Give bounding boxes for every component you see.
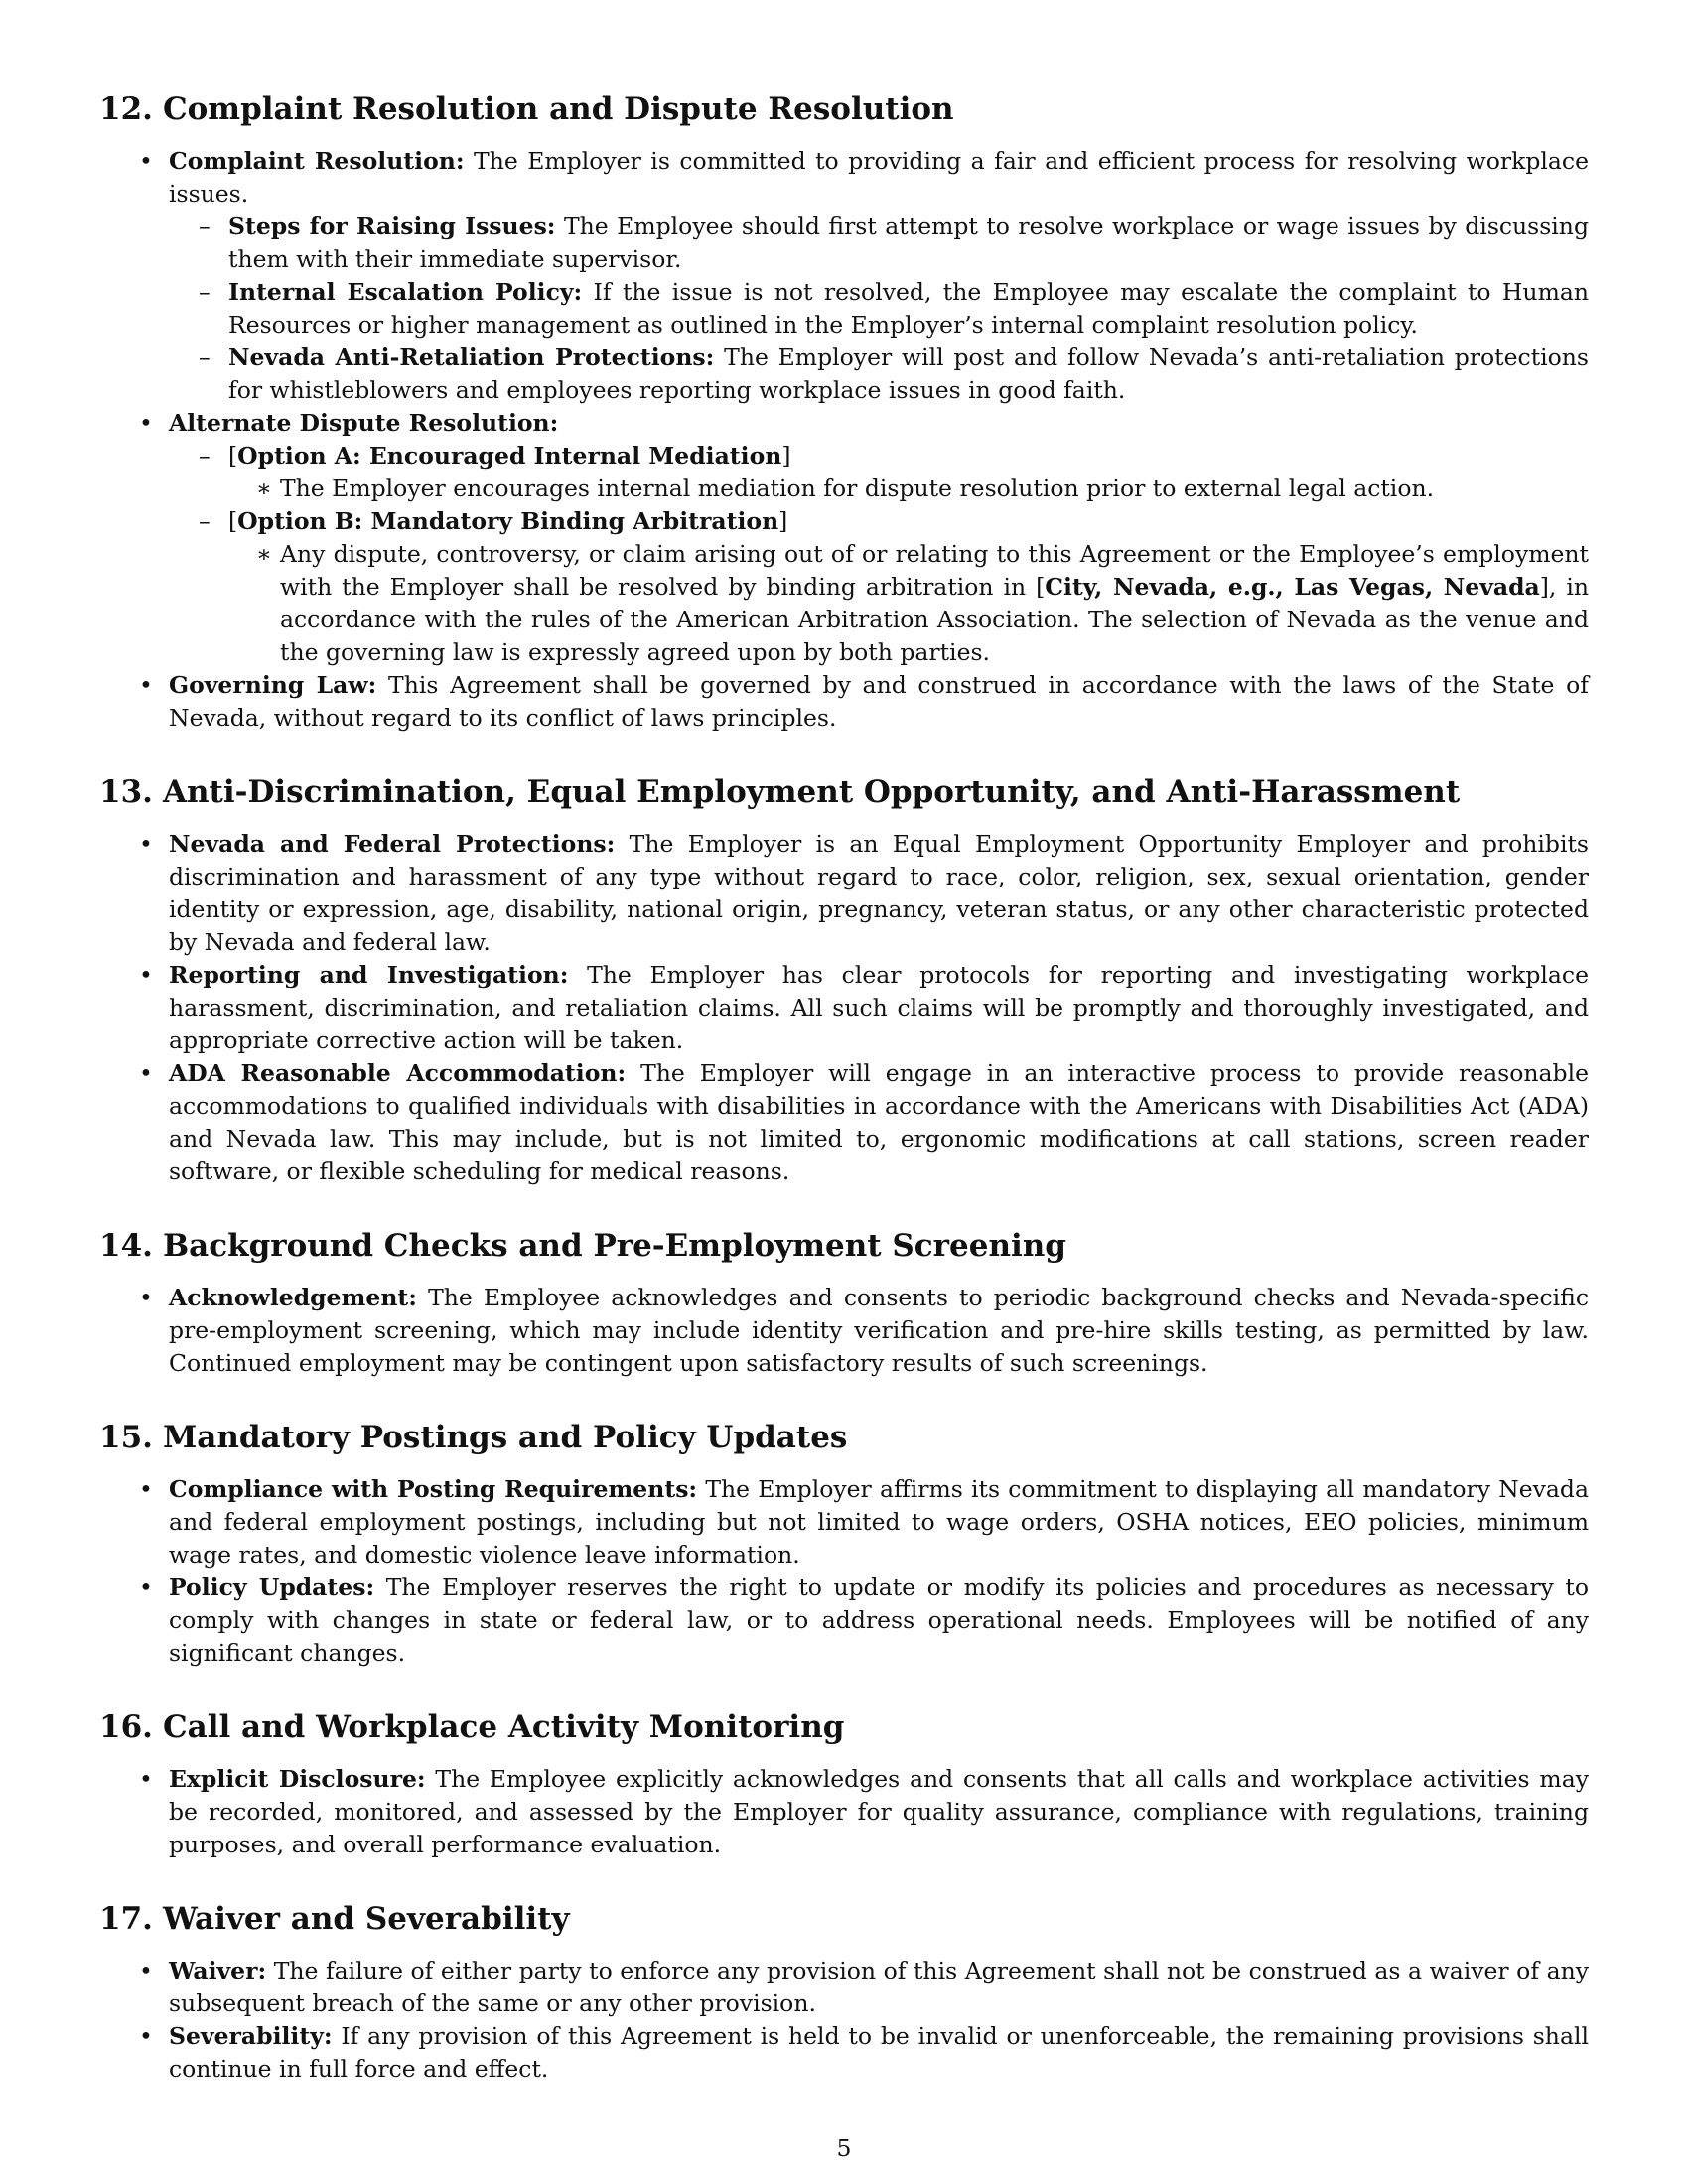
item-text: The Employer affirms its commitment to displaying all mandatory Nevada and federal employment postings, including but not limited to wage orders, OSHA notices, EEO policies, minimum wage rates, and domestic violence leave information. bbox=[169, 1475, 1589, 1569]
item-text: in accordance with the rules of the American Arbitration Association. The selection of Nevada as the venue and the governing law is expressly agreed upon by both parties. bbox=[280, 573, 1589, 666]
item-text: The Employee explicitly acknowledges and consents that all calls and workplace activities may be recorded, monitored, and assessed by the Employer for quality assurance, compliance with regulations, training purposes, and overall performance evaluation. bbox=[169, 1765, 1589, 1858]
section-15 bbox=[99, 1418, 1589, 1670]
item-label: Nevada Anti-Retaliation Protections: bbox=[228, 343, 715, 371]
item-text: The Employee should first attempt to resolve workplace or wage issues by discussing them with their immediate supervisor. bbox=[228, 212, 1589, 273]
section-heading bbox=[99, 1899, 1589, 1939]
bullet-list bbox=[99, 1282, 1589, 1380]
sub-list bbox=[169, 210, 1589, 407]
item-text: If the issue is not resolved, the Employee may escalate the complaint to Human Resources or higher management as outlined in the Employer’s internal complaint resolution policy. bbox=[228, 278, 1589, 339]
item-label: Waiver: bbox=[169, 1957, 267, 1984]
list-item bbox=[99, 1763, 1589, 1861]
section-number: 15. bbox=[99, 1420, 153, 1455]
section-heading bbox=[99, 1418, 1589, 1457]
sub-sub-list-item bbox=[228, 538, 1589, 669]
list-item bbox=[99, 2020, 1589, 2086]
option-label: Option A: Encouraged Internal Mediation bbox=[237, 442, 782, 470]
section-title: Background Checks and Pre-Employment Screening bbox=[162, 1228, 1066, 1264]
section-12 bbox=[99, 89, 1589, 735]
bullet-list bbox=[99, 828, 1589, 1188]
item-label: Internal Escalation Policy: bbox=[228, 278, 583, 306]
bullet-list bbox=[99, 1763, 1589, 1861]
bullet-list bbox=[99, 145, 1589, 735]
bracket: ], bbox=[1539, 573, 1557, 601]
item-label: Steps for Raising Issues: bbox=[228, 212, 556, 240]
item-text: The Employer reserves the right to update or modify its policies and procedures as necessary to comply with changes in state or federal law, or to address operational needs. Employees will be notified of any significant changes. bbox=[169, 1573, 1589, 1667]
section-number: 14. bbox=[99, 1228, 153, 1264]
section-title: Complaint Resolution and Dispute Resolution bbox=[162, 91, 954, 127]
section-number: 17. bbox=[99, 1901, 153, 1937]
list-item bbox=[99, 407, 1589, 669]
list-item bbox=[99, 1473, 1589, 1571]
item-label: Nevada and Federal Protections: bbox=[169, 830, 616, 858]
item-label: Acknowledgement: bbox=[169, 1284, 417, 1311]
item-text: If any provision of this Agreement is held to be invalid or unenforceable, the remaining provisions shall continue in full force and effect. bbox=[169, 2022, 1589, 2083]
item-label: ADA Reasonable Accommodation: bbox=[169, 1059, 627, 1087]
document-page bbox=[99, 89, 1589, 2123]
bracket: ] bbox=[781, 442, 791, 470]
bracket: [ bbox=[228, 442, 238, 470]
sub-sub-list bbox=[228, 473, 1589, 505]
item-text: The Employer will engage in an interactive process to provide reasonable accommodations to qualified individuals with disabilities in accordance with the Americans with Disabilities Act (ADA) and Nevada law. This may include, but is not limited to, ergonomic modifications at call stations, screen reader software, or flexible scheduling for medical reasons. bbox=[169, 1059, 1589, 1185]
section-number: 13. bbox=[99, 774, 153, 810]
item-text: This Agreement shall be governed by and construed in accordance with the laws of the State of Nevada, without regard to its conflict of laws principles. bbox=[169, 671, 1589, 732]
bracket: ] bbox=[778, 507, 788, 535]
section-title: Waiver and Severability bbox=[162, 1901, 570, 1937]
sub-list-item bbox=[169, 276, 1589, 341]
bullet-list bbox=[99, 1473, 1589, 1670]
item-label: Reporting and Investigation: bbox=[169, 961, 569, 989]
sub-sub-list-item bbox=[228, 473, 1589, 505]
list-item bbox=[99, 1057, 1589, 1188]
sub-sub-list bbox=[228, 538, 1589, 669]
list-item bbox=[99, 145, 1589, 407]
item-label: Alternate Dispute Resolution: bbox=[169, 409, 559, 437]
section-heading bbox=[99, 772, 1589, 812]
item-text: The Employer will post and follow Nevada’s anti-retaliation protections for whistleblowers and employees reporting workplace issues in good faith. bbox=[228, 343, 1589, 404]
sub-list bbox=[169, 440, 1589, 669]
list-item bbox=[99, 828, 1589, 959]
section-heading bbox=[99, 89, 1589, 129]
sub-list-item bbox=[169, 341, 1589, 407]
item-label: Policy Updates: bbox=[169, 1573, 375, 1601]
section-title: Call and Workplace Activity Monitoring bbox=[162, 1709, 845, 1745]
sub-list-item bbox=[169, 210, 1589, 276]
item-text: Any dispute, controversy, or claim arising out of or relating to this Agreement or the Employee’s employment with the Employer shall be resolved by binding arbitration in bbox=[280, 540, 1589, 601]
section-heading bbox=[99, 1707, 1589, 1747]
section-heading bbox=[99, 1226, 1589, 1266]
section-17 bbox=[99, 1899, 1589, 2086]
arbitration-location-placeholder: City, Nevada, e.g., Las Vegas, Nevada bbox=[1045, 573, 1540, 601]
item-label: Complaint Resolution: bbox=[169, 147, 465, 175]
item-label: Compliance with Posting Requirements: bbox=[169, 1475, 698, 1503]
section-title: Anti-Discrimination, Equal Employment Opportunity, and Anti-Harassment bbox=[162, 774, 1461, 810]
item-text: The Employer has clear protocols for reporting and investigating workplace harassment, discrimination, and retaliation claims. All such claims will be promptly and thoroughly investigated, and appropriate corrective action will be taken. bbox=[169, 961, 1589, 1054]
bracket: [ bbox=[228, 507, 238, 535]
section-13 bbox=[99, 772, 1589, 1188]
list-item bbox=[99, 1282, 1589, 1380]
sub-list-item bbox=[169, 440, 1589, 505]
bullet-list bbox=[99, 1955, 1589, 2086]
list-item bbox=[99, 669, 1589, 735]
list-item bbox=[99, 959, 1589, 1057]
item-text: The Employer encourages internal mediation for dispute resolution prior to external legal action. bbox=[280, 475, 1435, 502]
list-item bbox=[99, 1571, 1589, 1670]
item-text: The Employer is committed to providing a fair and efficient process for resolving workplace issues. bbox=[169, 147, 1589, 207]
item-label: Explicit Disclosure: bbox=[169, 1765, 426, 1793]
section-number: 16. bbox=[99, 1709, 153, 1745]
item-text: The Employer is an Equal Employment Opportunity Employer and prohibits discrimination and harassment of any type without regard to race, color, religion, sex, sexual orientation, gender identity or expression, age, disability, national origin, pregnancy, veteran status, or any other characteristic protected by Nevada and federal law. bbox=[169, 830, 1589, 956]
option-label: Option B: Mandatory Binding Arbitration bbox=[237, 507, 779, 535]
item-label: Governing Law: bbox=[169, 671, 377, 699]
item-label: Severability: bbox=[169, 2022, 333, 2050]
section-number: 12. bbox=[99, 91, 153, 127]
list-item bbox=[99, 1955, 1589, 2020]
item-text: The failure of either party to enforce any provision of this Agreement shall not be construed as a waiver of any subsequent breach of the same or any other provision. bbox=[169, 1957, 1589, 2017]
sub-list-item bbox=[169, 505, 1589, 669]
section-16 bbox=[99, 1707, 1589, 1861]
page-number: 5 bbox=[836, 2134, 852, 2162]
section-14 bbox=[99, 1226, 1589, 1380]
section-title: Mandatory Postings and Policy Updates bbox=[162, 1420, 848, 1455]
item-text: The Employee acknowledges and consents to periodic background checks and Nevada-specific pre-employment screening, which may include identity verification and pre-hire skills testing, as permitted by law. Continued employment may be contingent upon satisfactory results of such screenings. bbox=[169, 1284, 1589, 1377]
bracket: [ bbox=[1036, 573, 1046, 601]
